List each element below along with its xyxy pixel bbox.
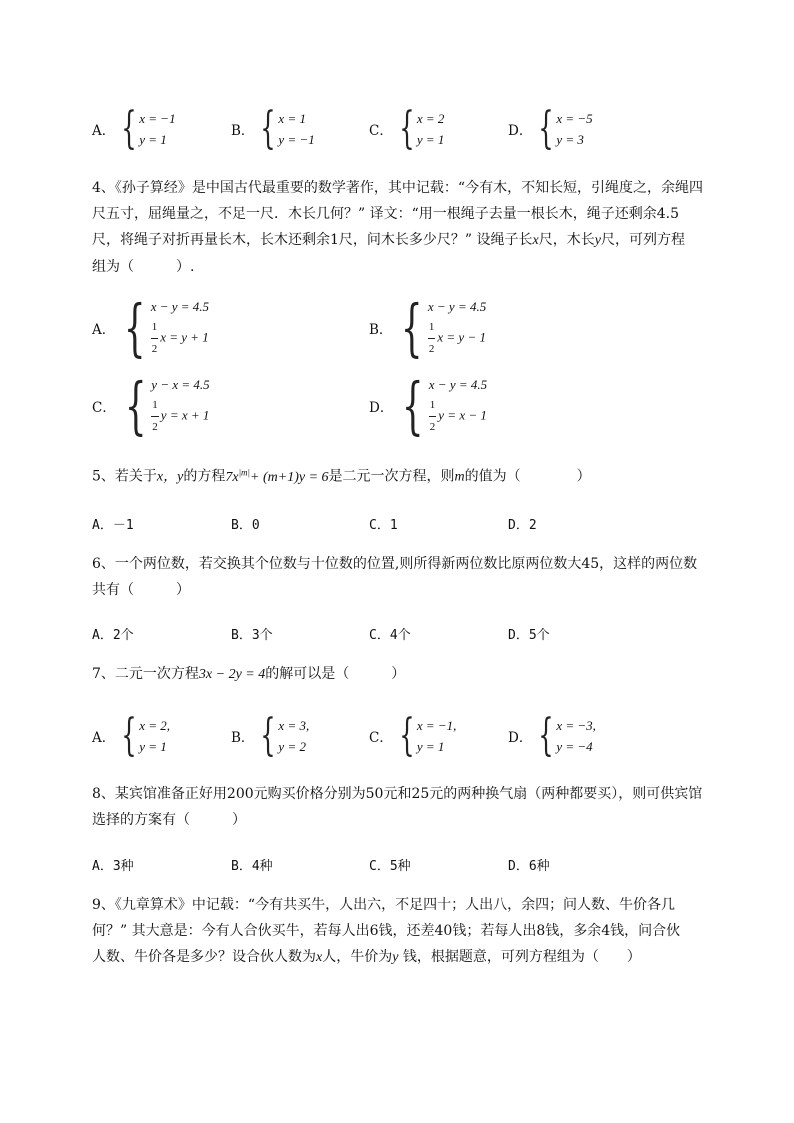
variable-y: y — [594, 233, 601, 248]
q7-option-c — [369, 710, 457, 761]
left-brace: { — [538, 710, 555, 761]
q8-stem — [92, 781, 752, 833]
equation: y = 1 — [416, 739, 445, 754]
q8-line-2: 选择的方案有（ ） — [92, 812, 246, 828]
option-label: B． — [231, 730, 255, 746]
q9-line-2: 何？” 其大意是：今有人合伙买牛，若每人出6钱，还差40钱；若每人出8钱，多余4钱，问合伙 — [92, 923, 681, 939]
variable-x: x — [532, 233, 539, 248]
equation: x − y = 4.5 — [427, 299, 487, 314]
variable-y: y — [392, 950, 399, 965]
q5-option-d: D．2 — [508, 518, 537, 533]
q4-line-2: 尺五寸，屈绳量之，不足一尺．木长几何？” 译文：“用一根绳子去量一根长木，绳子还剩余4.5 — [92, 206, 680, 222]
left-brace: { — [260, 710, 277, 761]
q5-option-a: A．－1 — [92, 518, 134, 533]
equation: y = −4 — [556, 739, 593, 754]
equation: x = y − 1 — [437, 329, 486, 345]
equation-system — [260, 103, 315, 154]
q6-line-1: 6、一个两位数，若交换其个位数与十位数的位置,则所得新两位数比原两位数大45，这样的两位数 — [92, 556, 698, 572]
equation: y = −1 — [278, 132, 315, 147]
option-label: D． — [508, 123, 533, 139]
q3-option-c — [369, 103, 445, 154]
option-label: A． — [92, 730, 116, 746]
fraction: $\frac{1}{2}$ — [429, 395, 437, 438]
equation: x = 2, — [139, 718, 171, 733]
option-label: B． — [369, 322, 393, 338]
q8-option-d: D．6种 — [508, 859, 550, 874]
q7-stem: 7、二元一次方程3x − 2y = 4的解可以是（ ） — [92, 666, 406, 682]
option-label: C． — [92, 400, 116, 416]
q7-option-b — [231, 710, 310, 761]
equation-system — [538, 103, 593, 154]
equation: y = x − 1 — [438, 407, 487, 423]
equation: y = 1 — [139, 739, 167, 754]
equation-system — [399, 369, 488, 442]
equation-system — [121, 710, 171, 761]
equation-system — [398, 291, 487, 364]
equation: y = 1 — [139, 132, 167, 147]
q5-stem: 5、若关于x，y的方程$7x^{|m|}+ (m+1)y = 6$是二元一次方程，则m的值为（ ） — [92, 467, 591, 485]
equation-system — [538, 710, 596, 761]
q4-option-c — [92, 369, 210, 442]
equation: x − y = 4.5 — [428, 377, 488, 392]
fraction: $\frac{1}{2}$ — [151, 395, 159, 438]
option-label: B． — [231, 123, 255, 139]
q9-stem — [92, 892, 752, 971]
q6-stem — [92, 551, 752, 603]
q6-option-d: D．5个 — [508, 628, 550, 643]
variable-m: m — [454, 469, 465, 485]
fraction: $\frac{1}{2}$ — [151, 317, 159, 360]
variables: x，y — [156, 469, 184, 485]
left-brace: { — [260, 103, 277, 154]
q3-option-d — [508, 103, 593, 154]
left-brace: { — [402, 369, 424, 442]
left-brace: { — [121, 710, 137, 761]
equation: y = 1 — [416, 132, 445, 147]
equation-system — [121, 291, 210, 364]
q9-line-1: 9、《九章算术》中记载：“今有共买牛，人出六，不足四十；人出八，余四；问人数、牛价各几 — [92, 897, 676, 913]
equation: x = 1 — [278, 111, 306, 126]
left-brace: { — [399, 103, 415, 154]
q4-option-b — [369, 291, 487, 364]
equation-system — [399, 710, 457, 761]
equation: $7x^{|m|}+ (m+1)y = 6$ — [225, 467, 329, 485]
option-label: D． — [369, 400, 394, 416]
equation: y = x + 1 — [160, 407, 210, 423]
q6-option-a: A．2个 — [92, 628, 134, 643]
left-brace: { — [121, 103, 137, 154]
q3-option-a — [92, 103, 176, 154]
option-label: C． — [369, 730, 393, 746]
left-brace: { — [124, 291, 146, 364]
q8-line-1: 8、某宾馆准备正好用200元购买价格分别为50元和25元的两种换气扇（两种都要买），则可供宾馆 — [92, 786, 703, 802]
equation: x = 3, — [278, 718, 310, 733]
equation-system — [399, 103, 445, 154]
left-brace: { — [538, 103, 555, 154]
q6-line-2: 共有（ ） — [92, 582, 190, 598]
q4-stem — [92, 175, 752, 280]
left-brace: { — [401, 291, 423, 364]
equation: x = 2 — [416, 111, 445, 126]
q4-option-d — [369, 369, 488, 442]
q6-option-b: B．3个 — [231, 628, 273, 643]
q8-option-c: C．5种 — [369, 859, 411, 874]
variable-x: x — [316, 950, 323, 965]
q9-line-3: 人数、牛价各是多少？设合伙人数为x人，牛价为y 钱，根据题意，可列方程组为（ ） — [92, 949, 641, 965]
q7-option-d — [508, 710, 596, 761]
equation: x = −5 — [556, 111, 593, 126]
q7-option-a — [92, 710, 171, 761]
equation: 3x − 2y = 4 — [198, 667, 266, 682]
equation: y − x = 4.5 — [151, 377, 210, 392]
equation: x = −1 — [139, 111, 176, 126]
option-label: D． — [508, 730, 533, 746]
left-brace: { — [399, 710, 415, 761]
equation: x = −3, — [556, 718, 596, 733]
q6-option-c: C．4个 — [369, 628, 411, 643]
q4-line-3: 尺，将绳子对折再量长木，长木还剩余1尺，问木长多少尺？” 设绳子长x尺，木长y尺，可列方程 — [92, 232, 685, 248]
equation: y = 2 — [278, 739, 306, 754]
equation: y = 3 — [556, 132, 584, 147]
q5-option-b: B．0 — [231, 518, 260, 533]
equation-system — [260, 710, 310, 761]
q8-option-a: A．3种 — [92, 859, 134, 874]
q4-line-1: 4、《孙子算经》是中国古代最重要的数学著作，其中记载：“今有木，不知长短，引绳度之，余绳四 — [92, 180, 704, 196]
q5-option-c: C．1 — [369, 518, 398, 533]
equation: x = y + 1 — [160, 329, 209, 345]
equation: x − y = 4.5 — [150, 299, 210, 314]
q4-line-4: 组为（ ）. — [92, 259, 195, 275]
option-label: C． — [369, 123, 393, 139]
equation: x = −1, — [416, 718, 457, 733]
equation-system — [121, 103, 176, 154]
option-label: A． — [92, 322, 116, 338]
left-brace: { — [124, 369, 147, 442]
fraction: $\frac{1}{2}$ — [428, 317, 436, 360]
q3-option-b — [231, 103, 315, 154]
q4-option-a — [92, 291, 210, 364]
equation-system — [122, 369, 210, 442]
q8-option-b: B．4种 — [231, 859, 273, 874]
option-label: A． — [92, 123, 116, 139]
